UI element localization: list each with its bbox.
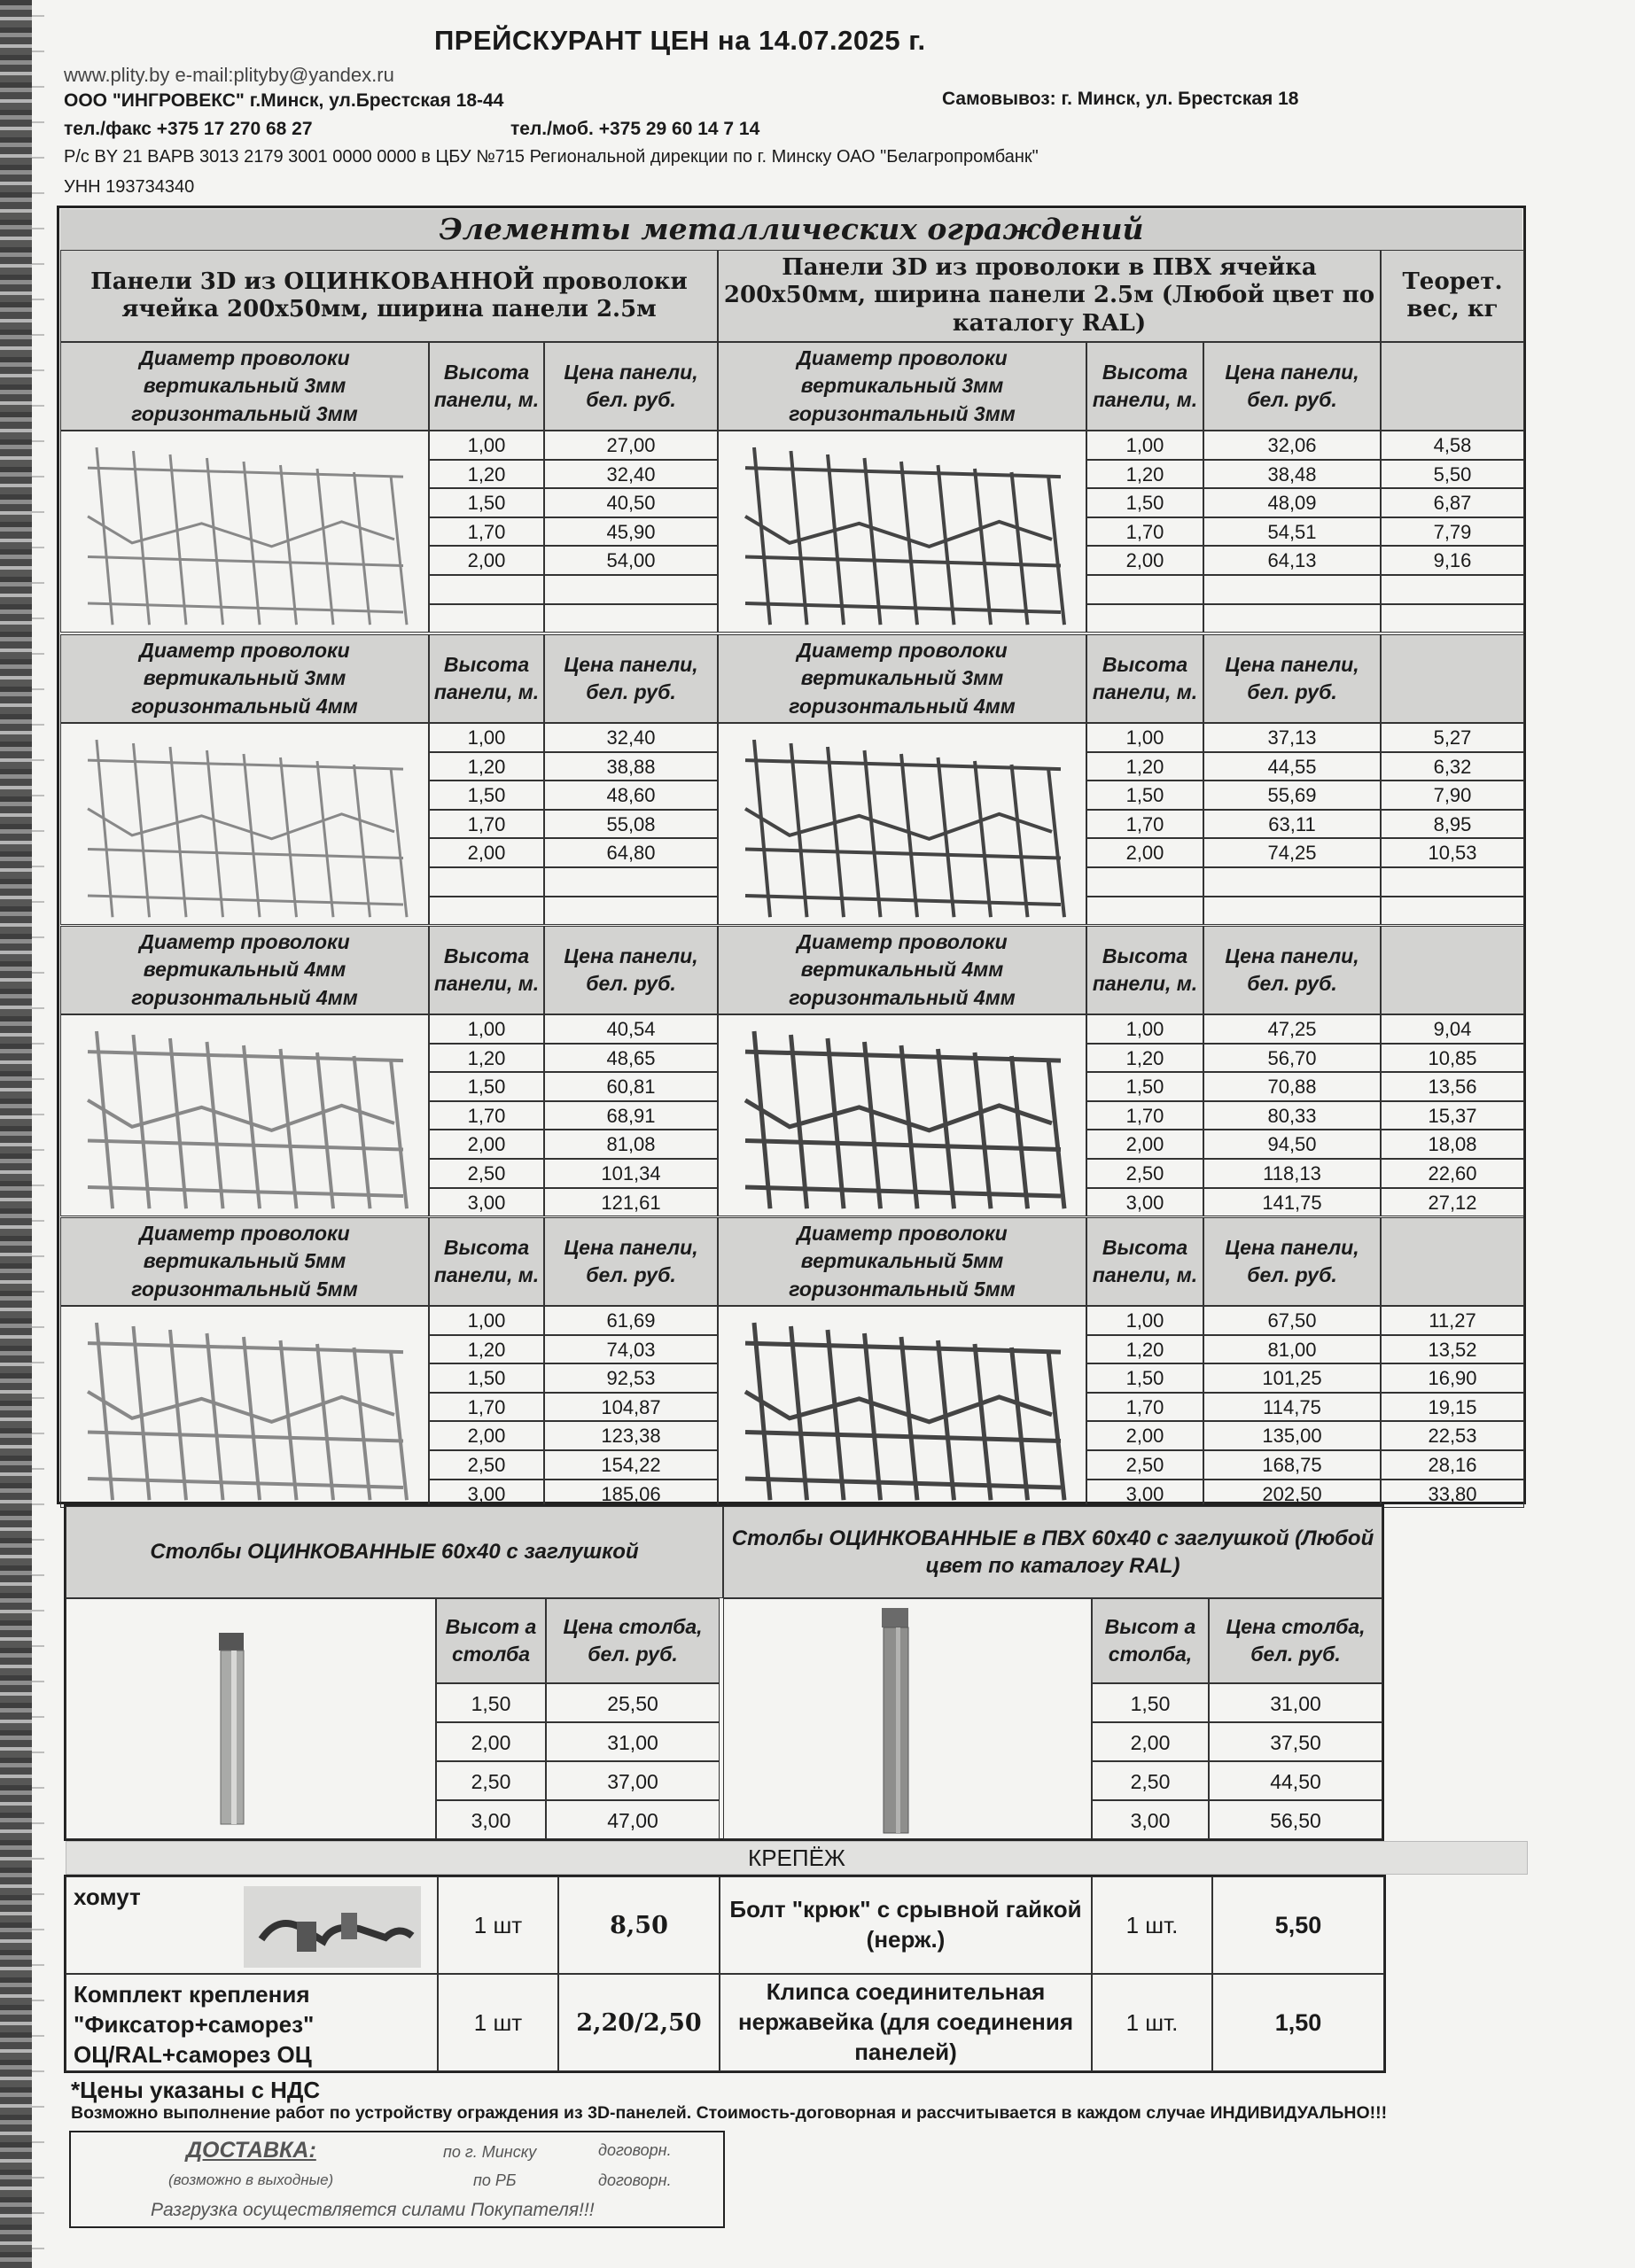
- col-height-zinc: Высота панели, м.: [429, 634, 544, 723]
- post-height: 2,50: [436, 1761, 546, 1800]
- wire-diameter-zinc: Диаметр проволоки вертикальный 3мм горизонтальный 4мм: [60, 634, 429, 723]
- panel-price-pvc: 70,88: [1203, 1072, 1381, 1101]
- panel-price-zinc: 38,88: [544, 752, 718, 781]
- panel-price-pvc: 64,13: [1203, 546, 1381, 575]
- panel-height: 1,20: [429, 460, 544, 489]
- panel-price-pvc: [1203, 897, 1381, 926]
- panel-height: 1,20: [429, 1335, 544, 1364]
- panel-weight: 28,16: [1381, 1450, 1524, 1480]
- panel-price-zinc: 27,00: [544, 431, 718, 460]
- panel-price-zinc: 48,65: [544, 1044, 718, 1073]
- panel-height: [1086, 604, 1203, 633]
- delivery-rb-value: договорн.: [598, 2171, 672, 2189]
- panel-height: 2,00: [1086, 838, 1203, 867]
- col-price-zinc: Цена панели, бел. руб.: [544, 342, 718, 431]
- wire-diameter-zinc: Диаметр проволоки вертикальный 4мм горизонтальный 4мм: [60, 926, 429, 1014]
- panel-height: 1,20: [1086, 1335, 1203, 1364]
- panel-height: 1,00: [429, 431, 544, 460]
- zinc-panel-image: [61, 431, 429, 633]
- col-height-zinc: Высота панели, м.: [429, 342, 544, 431]
- panel-height: 2,00: [429, 546, 544, 575]
- panel-height: [1086, 575, 1203, 604]
- panel-price-zinc: 32,40: [544, 460, 718, 489]
- panel-price-pvc: 67,50: [1203, 1306, 1381, 1335]
- post-price-pvc: 37,50: [1209, 1722, 1382, 1761]
- panel-weight: 10,85: [1381, 1044, 1524, 1073]
- delivery-minsk: по г. Минску: [443, 2143, 537, 2161]
- panel-price-pvc: 118,13: [1203, 1159, 1381, 1188]
- panel-weight: 27,12: [1381, 1188, 1524, 1217]
- panel-price-pvc: 48,09: [1203, 488, 1381, 517]
- panel-height: 1,70: [1086, 1101, 1203, 1130]
- website-email: www.plity.by e-mail:plityby@yandex.ru: [64, 64, 394, 86]
- panel-height: 2,50: [1086, 1450, 1203, 1480]
- post-zinc-image: [66, 1599, 436, 1839]
- panel-height: 2,50: [1086, 1159, 1203, 1188]
- panel-height: 1,70: [429, 517, 544, 547]
- panel-price-pvc: 141,75: [1203, 1188, 1381, 1217]
- col-price-pvc: Цена панели, бел. руб.: [1203, 926, 1381, 1014]
- panel-height: 1,70: [1086, 517, 1203, 547]
- post-price-zinc: 37,00: [546, 1761, 720, 1800]
- weight-col-blank: [1381, 634, 1524, 723]
- pvc-panel-image: [719, 724, 1086, 925]
- post-price-zinc: 47,00: [546, 1800, 720, 1839]
- panel-price-pvc: 74,25: [1203, 838, 1381, 867]
- fastener-price: 1,50: [1212, 1974, 1384, 2071]
- left-section-header: Панели 3D из ОЦИНКОВАННОЙ проволоки ячейка 200х50мм, ширина панели 2.5м: [60, 250, 718, 342]
- panel-height: 1,20: [1086, 460, 1203, 489]
- panel-height: 3,00: [429, 1480, 544, 1509]
- wire-diameter-pvc: Диаметр проволоки вертикальный 3мм горизонтальный 3мм: [718, 342, 1086, 431]
- vat-note: *Цены указаны с НДС: [71, 2077, 321, 2103]
- pvc-panel-image: [719, 431, 1086, 633]
- panel-price-zinc: 45,90: [544, 517, 718, 547]
- panel-image-pvc-cell: [718, 1306, 1086, 1508]
- panel-price-zinc: [544, 575, 718, 604]
- posts-left-col-price: Цена столба, бел. руб.: [546, 1598, 720, 1683]
- panel-price-zinc: 40,54: [544, 1014, 718, 1044]
- panel-weight: [1381, 575, 1524, 604]
- wire-diameter-zinc: Диаметр проволоки вертикальный 5мм горизонтальный 5мм: [60, 1217, 429, 1306]
- panel-price-pvc: 80,33: [1203, 1101, 1381, 1130]
- panel-price-zinc: 121,61: [544, 1188, 718, 1217]
- right-section-header: Панели 3D из проволоки в ПВХ ячейка 200х50мм, ширина панели 2.5м (Любой цвет по каталогу RAL): [718, 250, 1381, 342]
- delivery-box: [69, 2131, 725, 2228]
- panel-price-pvc: 55,69: [1203, 781, 1381, 810]
- panel-height: 1,50: [1086, 1363, 1203, 1393]
- post-height: 1,50: [1092, 1683, 1209, 1722]
- panel-height: 1,70: [1086, 810, 1203, 839]
- panel-height: 1,50: [1086, 1072, 1203, 1101]
- panel-price-zinc: 185,06: [544, 1480, 718, 1509]
- delivery-weekend: (возможно в выходные): [168, 2171, 334, 2188]
- post-price-pvc: 56,50: [1209, 1800, 1382, 1839]
- col-price-zinc: Цена панели, бел. руб.: [544, 1217, 718, 1306]
- panel-height: 2,00: [429, 1130, 544, 1159]
- panel-height: 2,00: [429, 1421, 544, 1450]
- panel-height: 1,20: [429, 752, 544, 781]
- weight-col-blank: [1381, 926, 1524, 1014]
- post-height: 3,00: [1092, 1800, 1209, 1839]
- fastener-qty: 1 шт: [438, 1974, 558, 2071]
- panel-height: 1,00: [429, 1306, 544, 1335]
- panel-height: 1,50: [429, 781, 544, 810]
- panel-image-pvc-cell: [718, 1014, 1086, 1216]
- panel-height: 1,50: [429, 1363, 544, 1393]
- post-height: 1,50: [436, 1683, 546, 1722]
- panel-height: 1,70: [429, 1393, 544, 1422]
- panel-image-zinc-cell: [60, 431, 429, 633]
- panel-weight: 11,27: [1381, 1306, 1524, 1335]
- panel-price-zinc: 74,03: [544, 1335, 718, 1364]
- panel-height: 1,00: [1086, 1014, 1203, 1044]
- panel-weight: [1381, 897, 1524, 926]
- panel-price-pvc: 114,75: [1203, 1393, 1381, 1422]
- fastener-qty: 1 шт.: [1092, 1974, 1212, 2071]
- scan-edge: [0, 0, 32, 2268]
- panel-height: 1,50: [429, 1072, 544, 1101]
- panel-price-zinc: 68,91: [544, 1101, 718, 1130]
- col-height-zinc: Высота панели, м.: [429, 926, 544, 1014]
- panel-price-zinc: [544, 604, 718, 633]
- pvc-panel-image: [719, 1015, 1086, 1216]
- panel-price-pvc: 47,25: [1203, 1014, 1381, 1044]
- post-price-pvc: 44,50: [1209, 1761, 1382, 1800]
- panel-height: 2,50: [429, 1450, 544, 1480]
- company-address: ООО "ИНГРОВЕКС" г.Минск, ул.Брестская 18-44: [64, 90, 504, 111]
- page-title: ПРЕЙСКУРАНТ ЦЕН на 14.07.2025 г.: [434, 25, 926, 56]
- panel-price-zinc: 60,81: [544, 1072, 718, 1101]
- panel-height: [1086, 867, 1203, 897]
- fastener-name: Болт "крюк" с срывной гайкой (нерж.): [720, 1876, 1092, 1974]
- panel-height: 1,00: [429, 1014, 544, 1044]
- fastener-name: Комплект крепления "Фиксатор+саморез" ОЦ/RAL+саморез ОЦ: [66, 1974, 438, 2071]
- panel-price-zinc: 104,87: [544, 1393, 718, 1422]
- panel-height: 1,00: [429, 723, 544, 752]
- panel-height: [1086, 897, 1203, 926]
- post-height: 2,00: [436, 1722, 546, 1761]
- panel-price-pvc: 101,25: [1203, 1363, 1381, 1393]
- panel-height: 1,20: [1086, 1044, 1203, 1073]
- wire-diameter-pvc: Диаметр проволоки вертикальный 4мм горизонтальный 4мм: [718, 926, 1086, 1014]
- posts-right-col-price: Цена столба, бел. руб.: [1209, 1598, 1382, 1683]
- pvc-panel-image: [719, 1307, 1086, 1508]
- col-price-zinc: Цена панели, бел. руб.: [544, 634, 718, 723]
- panel-price-zinc: 154,22: [544, 1450, 718, 1480]
- panel-image-pvc-cell: [718, 723, 1086, 925]
- pickup-address: Самовывоз: г. Минск, ул. Брестская 18: [942, 89, 1299, 109]
- post-price-zinc: 31,00: [546, 1722, 720, 1761]
- panel-price-zinc: 61,69: [544, 1306, 718, 1335]
- posts-right-title: Столбы ОЦИНКОВАННЫЕ в ПВХ 60х40 с заглушкой (Любой цвет по каталогу RAL): [723, 1506, 1382, 1598]
- panel-weight: 22,60: [1381, 1159, 1524, 1188]
- bank-details: Р/с BY 21 BAPB 3013 2179 3001 0000 0000 в ЦБУ №715 Региональной дирекции по г. Минску ОАО "Белагропромбанк": [64, 147, 1039, 167]
- panel-image-zinc-cell: [60, 723, 429, 925]
- posts-left-col-height: Высот а столба: [436, 1598, 546, 1683]
- panel-price-zinc: 123,38: [544, 1421, 718, 1450]
- panel-weight: 18,08: [1381, 1130, 1524, 1159]
- panel-price-pvc: 81,00: [1203, 1335, 1381, 1364]
- fasteners-title: КРЕПЁЖ: [66, 1841, 1528, 1875]
- scan-edge-marks: [32, 0, 44, 2268]
- col-price-pvc: Цена панели, бел. руб.: [1203, 1217, 1381, 1306]
- weight-col-blank: [1381, 342, 1524, 431]
- panel-price-pvc: 54,51: [1203, 517, 1381, 547]
- delivery-title: ДОСТАВКА:: [186, 2138, 316, 2163]
- posts-left-title: Столбы ОЦИНКОВАННЫЕ 60х40 с заглушкой: [66, 1506, 723, 1598]
- panel-image-pvc-cell: [718, 431, 1086, 633]
- panel-price-zinc: 81,08: [544, 1130, 718, 1159]
- panel-height: 2,00: [1086, 1130, 1203, 1159]
- post-height: 2,00: [1092, 1722, 1209, 1761]
- panel-height: 2,00: [1086, 1421, 1203, 1450]
- panel-price-pvc: [1203, 575, 1381, 604]
- panel-weight: 6,32: [1381, 752, 1524, 781]
- panel-price-pvc: [1203, 604, 1381, 633]
- panel-weight: 9,04: [1381, 1014, 1524, 1044]
- post-pvc-image-cell: [723, 1598, 1092, 1839]
- panel-price-pvc: 63,11: [1203, 810, 1381, 839]
- panel-price-zinc: 40,50: [544, 488, 718, 517]
- panel-height: 3,00: [429, 1188, 544, 1217]
- phone-mobile: тел./моб. +375 29 60 14 7 14: [510, 119, 760, 139]
- post-height: 2,50: [1092, 1761, 1209, 1800]
- fastener-price: 5,50: [1212, 1876, 1384, 1974]
- panel-price-pvc: 94,50: [1203, 1130, 1381, 1159]
- panel-weight: [1381, 867, 1524, 897]
- panel-price-pvc: [1203, 867, 1381, 897]
- panel-price-zinc: 48,60: [544, 781, 718, 810]
- panel-price-zinc: 32,40: [544, 723, 718, 752]
- panel-price-zinc: 101,34: [544, 1159, 718, 1188]
- panel-height: 1,50: [1086, 488, 1203, 517]
- post-price-zinc: 25,50: [546, 1683, 720, 1722]
- panel-height: [429, 867, 544, 897]
- panel-weight: 5,27: [1381, 723, 1524, 752]
- delivery-minsk-value: договорн.: [598, 2141, 672, 2159]
- panel-weight: 13,56: [1381, 1072, 1524, 1101]
- post-height: 3,00: [436, 1800, 546, 1839]
- post-price-pvc: 31,00: [1209, 1683, 1382, 1722]
- col-height-zinc: Высота панели, м.: [429, 1217, 544, 1306]
- fastener-qty: 1 шт: [438, 1876, 558, 1974]
- col-height-pvc: Высота панели, м.: [1086, 634, 1203, 723]
- panel-weight: 4,58: [1381, 431, 1524, 460]
- wire-diameter-pvc: Диаметр проволоки вертикальный 3мм горизонтальный 4мм: [718, 634, 1086, 723]
- panel-weight: 19,15: [1381, 1393, 1524, 1422]
- panel-height: 1,00: [1086, 1306, 1203, 1335]
- col-price-pvc: Цена панели, бел. руб.: [1203, 342, 1381, 431]
- panel-price-pvc: 135,00: [1203, 1421, 1381, 1450]
- panel-height: [429, 897, 544, 926]
- panel-weight: 15,37: [1381, 1101, 1524, 1130]
- panel-height: 1,70: [1086, 1393, 1203, 1422]
- install-note: Возможно выполнение работ по устройству ограждения из 3D-панелей. Стоимость-договорная и рассчитывается в каждом случае ИНДИВИДУАЛЬНО!!!: [71, 2103, 1388, 2123]
- panel-price-pvc: 168,75: [1203, 1450, 1381, 1480]
- panel-price-zinc: 64,80: [544, 838, 718, 867]
- fastener-name: хомут: [74, 1884, 141, 1910]
- fastener-price: 8,50: [558, 1876, 720, 1974]
- zinc-panel-image: [61, 724, 429, 925]
- panel-image-zinc-cell: [60, 1306, 429, 1508]
- fastener-price: 2,20/2,50: [558, 1974, 720, 2071]
- panel-price-pvc: 44,55: [1203, 752, 1381, 781]
- delivery-unload-note: Разгрузка осуществляется силами Покупателя!!!: [151, 2200, 595, 2220]
- phone-fax: тел./факс +375 17 270 68 27: [64, 119, 313, 139]
- panel-weight: 33,80: [1381, 1480, 1524, 1509]
- wire-diameter-zinc: Диаметр проволоки вертикальный 3мм горизонтальный 3мм: [60, 342, 429, 431]
- panel-height: 3,00: [1086, 1480, 1203, 1509]
- post-zinc-image-cell: [66, 1598, 436, 1839]
- panel-height: [429, 575, 544, 604]
- col-height-pvc: Высота панели, м.: [1086, 1217, 1203, 1306]
- panel-height: 2,00: [1086, 546, 1203, 575]
- col-price-zinc: Цена панели, бел. руб.: [544, 926, 718, 1014]
- panel-height: 1,20: [429, 1044, 544, 1073]
- post-pvc-image: [724, 1599, 1092, 1839]
- panel-height: 2,00: [429, 838, 544, 867]
- panel-height: 2,50: [429, 1159, 544, 1188]
- panel-height: 1,00: [1086, 431, 1203, 460]
- panel-price-zinc: 92,53: [544, 1363, 718, 1393]
- panel-price-pvc: 37,13: [1203, 723, 1381, 752]
- zinc-panel-image: [61, 1015, 429, 1216]
- panel-price-zinc: [544, 867, 718, 897]
- panel-price-pvc: 56,70: [1203, 1044, 1381, 1073]
- col-price-pvc: Цена панели, бел. руб.: [1203, 634, 1381, 723]
- panel-weight: 5,50: [1381, 460, 1524, 489]
- weight-col-blank: [1381, 1217, 1524, 1306]
- zinc-panel-image: [61, 1307, 429, 1508]
- panel-height: 1,50: [1086, 781, 1203, 810]
- panel-image-zinc-cell: [60, 1014, 429, 1216]
- col-height-pvc: Высота панели, м.: [1086, 342, 1203, 431]
- panel-price-zinc: 54,00: [544, 546, 718, 575]
- panel-height: [429, 604, 544, 633]
- panel-price-pvc: 32,06: [1203, 431, 1381, 460]
- panel-height: 1,00: [1086, 723, 1203, 752]
- panel-weight: 7,79: [1381, 517, 1524, 547]
- panel-weight: 9,16: [1381, 546, 1524, 575]
- wire-diameter-pvc: Диаметр проволоки вертикальный 5мм горизонтальный 5мм: [718, 1217, 1086, 1306]
- panel-weight: 6,87: [1381, 488, 1524, 517]
- panel-height: 3,00: [1086, 1188, 1203, 1217]
- panel-height: 1,50: [429, 488, 544, 517]
- panel-price-zinc: [544, 897, 718, 926]
- panel-price-zinc: 55,08: [544, 810, 718, 839]
- panel-weight: 13,52: [1381, 1335, 1524, 1364]
- panel-weight: 10,53: [1381, 838, 1524, 867]
- fastener-qty: 1 шт.: [1092, 1876, 1212, 1974]
- panel-price-pvc: 38,48: [1203, 460, 1381, 489]
- panel-weight: 16,90: [1381, 1363, 1524, 1393]
- panel-weight: 7,90: [1381, 781, 1524, 810]
- panel-price-pvc: 202,50: [1203, 1480, 1381, 1509]
- panel-weight: 8,95: [1381, 810, 1524, 839]
- unn: УНН 193734340: [64, 177, 195, 197]
- panel-height: 1,20: [1086, 752, 1203, 781]
- posts-right-col-height: Высот а столба,: [1092, 1598, 1209, 1683]
- panel-height: 1,70: [429, 810, 544, 839]
- fastener-row-1-name-cell: [66, 1876, 438, 1974]
- panel-height: 1,70: [429, 1101, 544, 1130]
- section-title: Элементы металлических ограждений: [60, 209, 1522, 250]
- panel-weight: [1381, 604, 1524, 633]
- delivery-rb: по РБ: [473, 2171, 517, 2189]
- panel-weight: 22,53: [1381, 1421, 1524, 1450]
- col-height-pvc: Высота панели, м.: [1086, 926, 1203, 1014]
- fastener-name: Клипса соединительная нержавейка (для соединения панелей): [720, 1974, 1092, 2071]
- clamp-image: [244, 1886, 421, 1968]
- weight-header: Теорет. вес, кг: [1381, 250, 1524, 342]
